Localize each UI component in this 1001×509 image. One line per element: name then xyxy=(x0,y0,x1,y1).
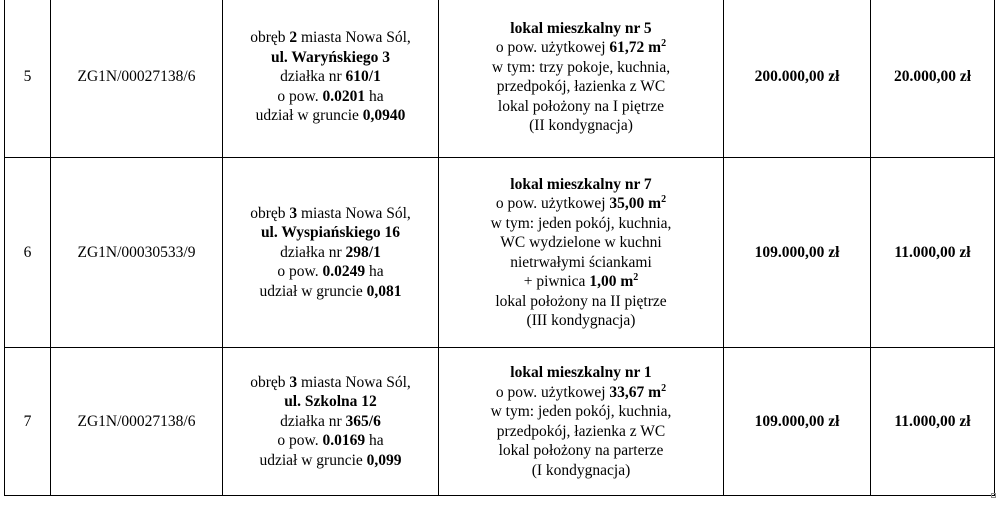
deposit-amount: 11.000,00 zł xyxy=(894,243,971,261)
location-cell xyxy=(223,158,439,348)
parcel-area-line: o pow. 0.0249 ha xyxy=(277,263,384,281)
row-number-cell xyxy=(5,0,51,158)
deposit-amount: 20.000,00 zł xyxy=(893,68,972,86)
description-line: przedpokój, łazienka z WC xyxy=(496,78,666,95)
row-number-cell xyxy=(5,348,51,496)
location-cell xyxy=(223,348,439,496)
parcel-line: działka nr 610/1 xyxy=(280,68,381,86)
table-row xyxy=(5,0,995,158)
description-line: nietrwałymi ściankami xyxy=(510,253,652,271)
description-line: w tym: trzy pokoje, kuchnia, xyxy=(491,58,671,76)
row-number: 7 xyxy=(23,412,32,430)
description-line: lokal położony na I piętrze xyxy=(497,97,665,115)
description-line: w tym: jeden pokój, kuchnia, xyxy=(490,403,672,420)
land-share-line: udział w gruncie 0,0940 xyxy=(255,107,406,125)
land-register-cell xyxy=(51,158,223,348)
precinct-line: obręb 3 miasta Nowa Sól, xyxy=(250,204,411,222)
parcel-area-line: o pow. 0.0201 ha xyxy=(277,87,384,105)
description-line: (III kondygnacja) xyxy=(526,312,636,329)
land-register-number: ZG1N/00030533/9 xyxy=(77,243,196,261)
starting-price: 200.000,00 zł xyxy=(754,68,840,86)
land-share-line: udział w gruncie 0,099 xyxy=(259,451,402,469)
description-line: WC wydzielone w kuchni xyxy=(500,234,662,251)
parcel-area-line: o pow. 0.0169 ha xyxy=(277,432,384,450)
precinct-line: obręb 3 miasta Nowa Sól, xyxy=(250,373,411,391)
unit-title: lokal mieszkalny nr 5 xyxy=(510,19,652,37)
property-table xyxy=(4,0,995,496)
street-address: ul. Waryńskiego 3 xyxy=(270,48,390,66)
precinct-line: obręb 2 miasta Nowa Sól, xyxy=(250,29,411,47)
price-cell xyxy=(724,0,871,158)
usable-area-line: o pow. użytkowej 61,72 $m^2$ xyxy=(495,37,667,56)
description-line: lokal położony na parterze xyxy=(498,442,664,459)
row-number: 6 xyxy=(23,243,32,261)
parcel-line: działka nr 365/6 xyxy=(280,412,381,430)
land-register-cell xyxy=(51,348,223,496)
description-cell xyxy=(439,348,724,496)
unit-title: lokal mieszkalny nr 1 xyxy=(510,364,652,381)
location-cell xyxy=(223,0,439,158)
starting-price: 109.000,00 zł xyxy=(754,412,840,430)
land-register-number: ZG1N/00027138/6 xyxy=(77,68,196,86)
row-number-cell xyxy=(5,158,51,348)
description-line: lokal położony na II piętrze xyxy=(495,292,667,310)
description-cell xyxy=(439,158,724,348)
description-line: w tym: jeden pokój, kuchnia, xyxy=(490,214,672,232)
usable-area-line: o pow. użytkowej 33,67 $m^2$ xyxy=(495,382,667,401)
price-cell xyxy=(724,348,871,496)
end-of-cell-marker xyxy=(991,493,996,498)
land-register-cell xyxy=(51,0,223,158)
deposit-cell xyxy=(871,0,995,158)
land-register-number: ZG1N/00027138/6 xyxy=(77,412,196,430)
description-line: (I kondygnacja) xyxy=(531,461,631,479)
usable-area-line: o pow. użytkowej 35,00 $m^2$ xyxy=(495,193,667,212)
parcel-line: działka nr 298/1 xyxy=(280,243,381,261)
unit-title: lokal mieszkalny nr 7 xyxy=(510,175,652,193)
street-address: ul. Wyspiańskiego 16 xyxy=(260,224,401,242)
deposit-amount: 11.000,00 zł xyxy=(894,412,971,430)
table-row xyxy=(5,158,995,348)
starting-price: 109.000,00 zł xyxy=(754,243,840,261)
deposit-cell xyxy=(871,158,995,348)
street-address: ul. Szkolna 12 xyxy=(284,393,377,411)
deposit-cell xyxy=(871,348,995,496)
description-line: (II kondygnacja) xyxy=(529,117,633,134)
table-row xyxy=(5,348,995,496)
row-number: 5 xyxy=(23,68,32,86)
price-cell xyxy=(724,158,871,348)
basement-line: + piwnica 1,00 $m^2$ xyxy=(523,271,639,290)
land-share-line: udział w gruncie 0,081 xyxy=(259,282,402,300)
description-cell xyxy=(439,0,724,158)
description-line: przedpokój, łazienka z WC xyxy=(496,422,666,440)
